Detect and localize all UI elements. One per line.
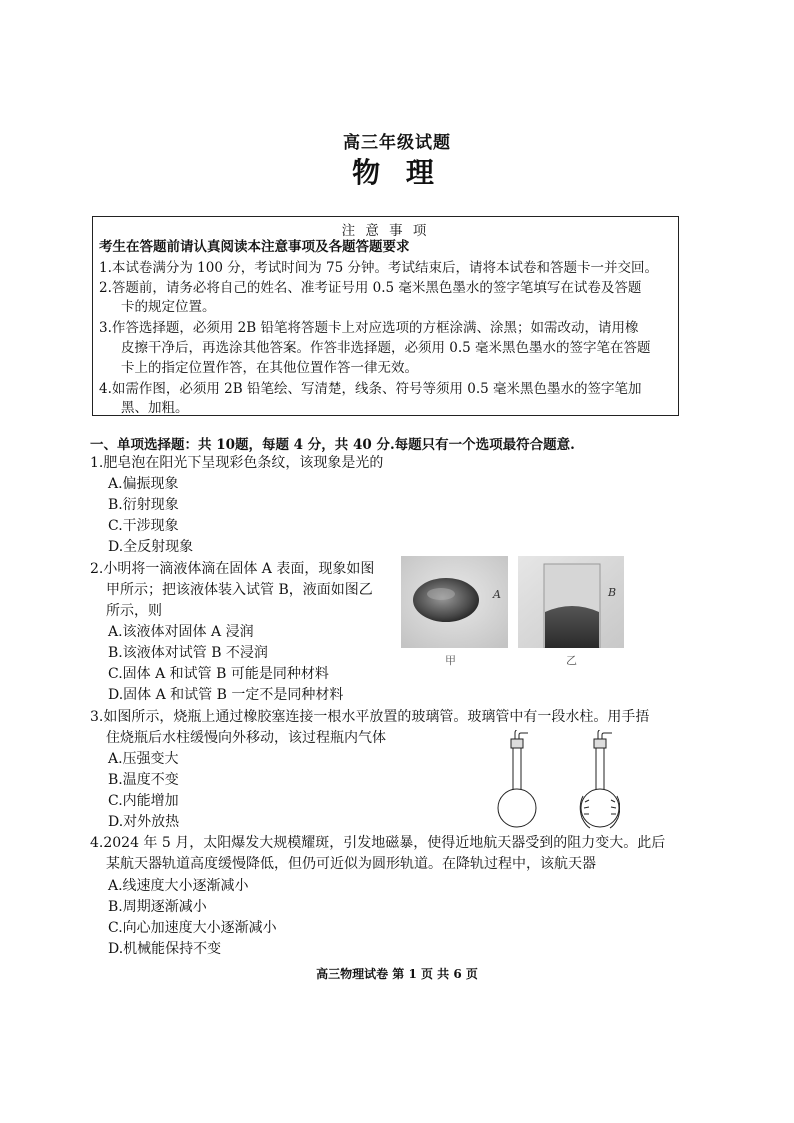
notice-line: 4.如需作图，必须用 2B 铅笔绘、写清楚，线条、符号等须用 0.5 毫米黑色墨水的签字笔加: [99, 381, 642, 397]
page-footer: 高三物理试卷 第 1 页 共 6 页: [316, 967, 478, 981]
notice-line: 考生在答题前请认真阅读本注意事项及各题答题要求: [99, 239, 410, 255]
question-option: C.向心加速度大小逐渐减小: [108, 920, 277, 936]
figure-liquid-in-test-tube: [518, 556, 624, 648]
figure-caption-jia: 甲: [445, 654, 456, 667]
notice-line: 卡上的指定位置作答，在其他位置作答一律无效。: [121, 360, 418, 376]
notice-line: 1.本试卷满分为 100 分，考试时间为 75 分钟。考试结束后，请将本试卷和答题卡一并交回。: [99, 260, 658, 276]
question-option: B.该液体对试管 B 不浸润: [108, 645, 268, 661]
question-stem: 住烧瓶后水柱缓慢向外移动，该过程瓶内气体: [106, 730, 386, 746]
question-stem: 某航天器轨道高度缓慢降低，但仍可近似为圆形轨道。在降轨过程中，该航天器: [106, 856, 596, 872]
figure-label-b: B: [608, 586, 617, 599]
notice-line: 黑、加粗。: [121, 400, 189, 416]
figure-flask-glass-tube: [490, 730, 620, 830]
notice-line: 3.作答选择题，必须用 2B 铅笔将答题卡上对应选项的方框涂满、涂黑；如需改动，请用橡: [99, 320, 639, 336]
question-option: D.全反射现象: [108, 539, 194, 555]
exam-subject-title: 物 理: [352, 156, 442, 189]
question-option: D.固体 A 和试管 B 一定不是同种材料: [108, 687, 344, 703]
question-option: C.固体 A 和试管 B 可能是同种材料: [108, 666, 329, 682]
question-option: A.偏振现象: [108, 476, 179, 492]
question-stem: 所示，则: [106, 603, 162, 619]
question-option: A.压强变大: [108, 751, 179, 767]
exam-grade-title: 高三年级试题: [343, 133, 451, 153]
question-option: B.衍射现象: [108, 497, 179, 513]
question-stem: 2.小明将一滴液体滴在固体 A 表面，现象如图: [90, 561, 375, 577]
question-stem: 4.2024 年 5 月，太阳爆发大规模耀斑，引发地磁暴，使得近地航天器受到的阻力变大。此后: [90, 835, 666, 851]
figure-caption-yi: 乙: [566, 654, 577, 667]
notice-line: 2.答题前，请务必将自己的姓名、准考证号用 0.5 毫米黑色墨水的签字笔填写在试卷及答题: [99, 280, 642, 296]
question-option: A.该液体对固体 A 浸润: [108, 624, 254, 640]
figure-label-a: A: [493, 588, 501, 601]
question-option: D.机械能保持不变: [108, 941, 222, 957]
question-option: B.周期逐渐减小: [108, 899, 207, 915]
question-stem: 甲所示；把该液体装入试管 B，液面如图乙: [106, 582, 373, 598]
question-option: A.线速度大小逐渐减小: [108, 878, 249, 894]
question-stem: 1.肥皂泡在阳光下呈现彩色条纹，该现象是光的: [90, 455, 384, 471]
notice-line: 卡的规定位置。: [121, 299, 216, 315]
question-option: C.内能增加: [108, 793, 179, 809]
question-stem: 3.如图所示，烧瓶上通过橡胶塞连接一根水平放置的玻璃管。玻璃管中有一段水柱。用手捂: [90, 709, 650, 725]
question-option: B.温度不变: [108, 772, 179, 788]
notice-line: 皮擦干净后，再选涂其他答案。作答非选择题，必须用 0.5 毫米黑色墨水的签字笔在答题: [121, 340, 651, 356]
question-option: D.对外放热: [108, 814, 180, 830]
notice-title: 注 意 事 项: [341, 223, 430, 239]
figure-liquid-drop-on-solid: [401, 556, 508, 648]
question-option: C.干涉现象: [108, 518, 179, 534]
section-heading: 一、单项选择题：共 10题，每题 4 分，共 40 分.每题只有一个选项最符合题意.: [90, 437, 575, 453]
